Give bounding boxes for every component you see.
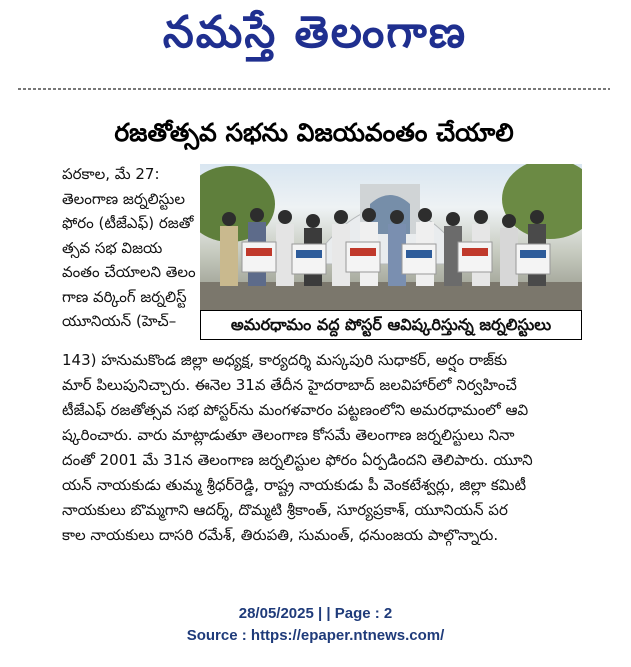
text-line: మార్ పిలుపునిచ్చారు. ఈనెల 31వ తేదీన హైదరాబాద్ జలవిహార్‌లో నిర్వహించే	[62, 376, 517, 394]
newspaper-masthead: నమస్తే తెలంగాణ	[162, 7, 468, 58]
article-body	[62, 348, 582, 548]
text-line: ష్కరించారు. వారు మాట్లాడుతూ తెలంగాణ కోసమే తెలంగాణ జర్నలిస్టులు నినా	[62, 426, 515, 444]
text-line: 143) హనుమకొండ జిల్లా అధ్యక్ష, కార్యదర్శి మస్కపురి సుధాకర్, అర్షం రాజ్‌కు	[62, 351, 508, 369]
text-line: గాణ వర్కింగ్ జర్నలిస్ట్	[62, 287, 187, 306]
article-headline: రజతోత్సవ సభను విజయవంతం చేయాలి	[114, 118, 514, 147]
article-intro-column	[62, 162, 196, 334]
photo-illustration	[200, 164, 582, 310]
text-line: ఫోరం (టీజేఎఫ్) రజతో	[62, 214, 194, 232]
text-line: పరకాల, మే 27:	[62, 165, 160, 183]
clipping-footer	[0, 603, 631, 647]
news-photo	[200, 164, 582, 310]
text-line: త్సవ సభ విజయ	[62, 238, 163, 257]
text-line: దంతో 2001 మే 31న తెలంగాణ జర్నలిస్టుల ఫోరం ఏర్పడిందని తెలిపారు. యూని	[62, 451, 533, 469]
text-line: నాయకులు బొమ్మగాని ఆదర్శ్, దొమ్మటి శ్రీకాంత్, సూర్యప్రకాశ్, యూనియన్ పర	[62, 501, 508, 519]
text-line: వంతం చేయాలని తెలం	[62, 263, 196, 281]
masthead-divider	[18, 88, 610, 90]
text-line: తెలంగాణ జర్నలిస్టుల	[62, 189, 185, 208]
text-line: యూనియన్ (హెచ్–	[62, 312, 177, 330]
text-line: కాల నాయకులు దాసరి రమేశ్, తిరుపతి, సుమంత్, ధనుంజయ పాల్గొన్నారు.	[62, 526, 499, 544]
photo-caption: అమరధామం వద్ద పోస్టర్ ఆవిష్కరిస్తున్న జర్నలిస్టులు	[200, 310, 582, 340]
text-line: టీజేఎఫ్ రజతోత్సవ సభ పోస్టర్‌ను మంగళవారం పట్టణంలోని అమరధామంలో ఆవి	[62, 401, 529, 419]
date-page-line: 28/05/2025 | | Page : 2	[238, 605, 393, 622]
text-line: యన్ నాయకుడు తుమ్మ శ్రీధర్‌రెడ్డి, రాష్ట్ర నాయకుడు పీ వెంకటేశ్వర్లు, జిల్లా కమిటీ	[62, 476, 527, 494]
source-line[interactable]: Source : https://epaper.ntnews.com/	[186, 627, 445, 644]
